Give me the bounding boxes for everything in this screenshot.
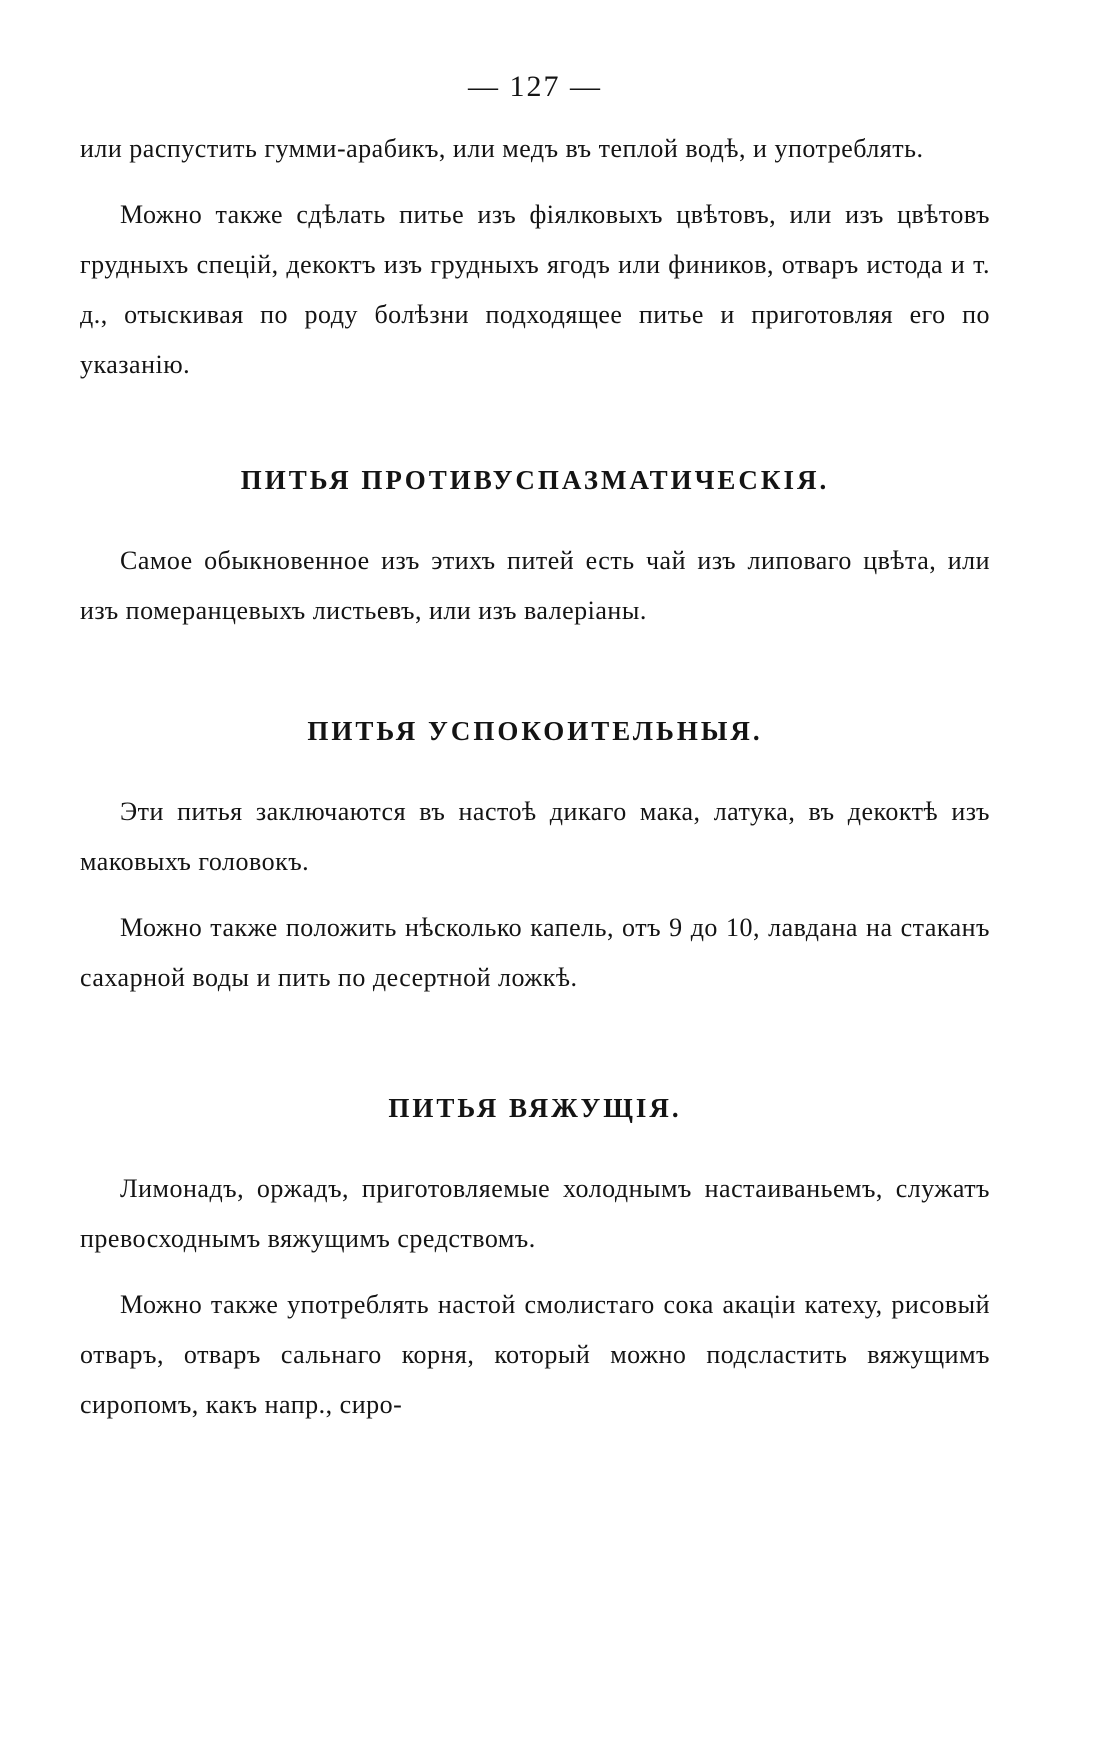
section-heading-astringent: ПИТЬЯ ВЯЖУЩІЯ. <box>388 1093 682 1123</box>
paragraph-sedative-infusions: Эти питья заключаются въ настоѣ дикаго мака, латука, въ декоктѣ изъ маковыхъ головокъ. <box>80 797 990 876</box>
paragraph-catechu: Можно также употреблять настой смолистаго сока акаціи катеху, рисовый отваръ, отваръ сальнаго корня, который можно подсластить вяжущимъ сиропомъ, какъ напр., сиро- <box>80 1290 990 1419</box>
paragraph-lemonade: Лимонадъ, оржадъ, приготовляемые холоднымъ настаиваньемъ, служатъ превосходнымъ вяжущимъ средствомъ. <box>80 1174 990 1253</box>
page-number: — 127 — <box>468 70 602 103</box>
section-heading-antispasmodic: ПИТЬЯ ПРОТИВУСПАЗМАТИЧЕСКІЯ. <box>240 465 830 495</box>
paragraph-chest-drinks: Можно также сдѣлать питье изъ фіялковыхъ цвѣтовъ, или изъ цвѣтовъ грудныхъ спецій, декоктъ изъ грудныхъ ягодъ или фиников, отваръ истода и т. д., отыскивая по роду болѣзни подходящее питье и приготовляя его по указанію. <box>80 200 990 379</box>
paragraph-continuation: или распустить гумми-арабикъ, или медъ въ теплой водѣ, и употреблять. <box>80 134 924 163</box>
paragraph-laudanum: Можно также положить нѣсколько капель, отъ 9 до 10, лавдана на стаканъ сахарной воды и пить по десертной ложкѣ. <box>80 913 990 992</box>
paragraph-antispasmodic: Самое обыкновенное изъ этихъ питей есть чай изъ липоваго цвѣта, или изъ померанцевыхъ листьевъ, или изъ валеріаны. <box>80 546 990 625</box>
book-page <box>80 60 990 1446</box>
section-heading-sedative: ПИТЬЯ УСПОКОИТЕЛЬНЫЯ. <box>307 716 763 746</box>
